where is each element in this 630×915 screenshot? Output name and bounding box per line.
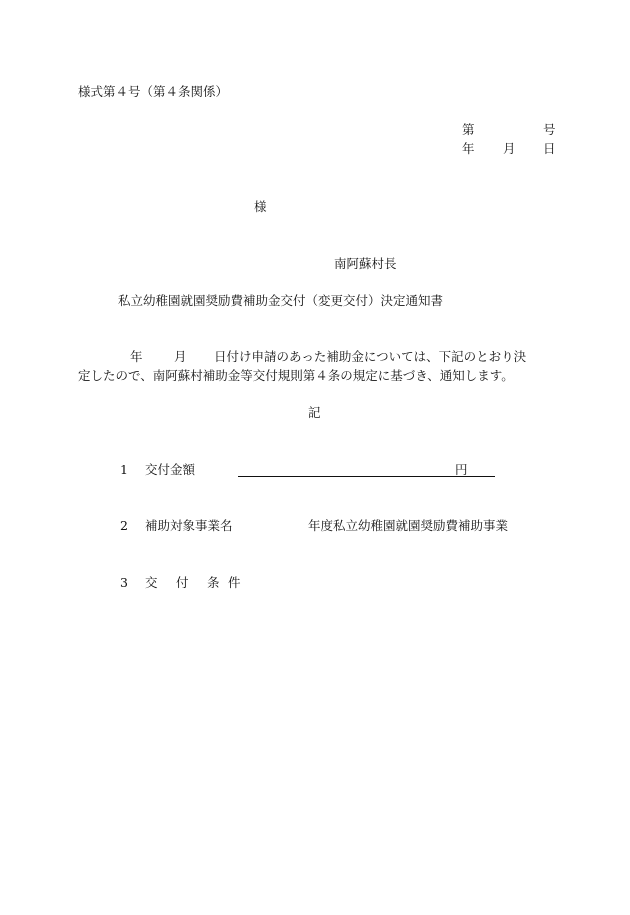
reference-number-prefix: 第 [462, 122, 475, 137]
item-3-number: 3 [120, 575, 128, 590]
item-2-label: 補助対象事業名 [145, 518, 233, 533]
item-3-label-char-2: 付 [176, 575, 189, 590]
reference-year: 年 [462, 141, 475, 156]
item-1-label: 交付金額 [145, 462, 196, 477]
item-3-label-char-4: 件 [228, 575, 241, 590]
item-3-label-char-3: 条 [207, 575, 220, 590]
reference-day: 日 [543, 141, 556, 156]
reference-month: 月 [503, 141, 516, 156]
body-year: 年 [130, 349, 143, 364]
body-month: 月 [174, 349, 187, 364]
issuer-name: 南阿蘇村長 [334, 256, 397, 271]
body-line2-text: 定したので、南阿蘇村補助金等交付規則第４条の規定に基づき、通知します。 [78, 368, 514, 383]
item-1-number: 1 [120, 462, 128, 477]
reference-number-suffix: 号 [543, 122, 556, 137]
item-1-unit: 円 [455, 462, 468, 477]
body-line1-text: 日付け申請のあった補助金については、下記のとおり決 [214, 349, 527, 364]
document-title: 私立幼稚園就園奨励費補助金交付（変更交付）決定通知書 [118, 293, 444, 308]
ki-heading: 記 [308, 405, 321, 420]
addressee-suffix: 様 [254, 199, 267, 214]
item-2-value: 年度私立幼稚園就園奨励費補助事業 [308, 518, 509, 533]
form-label: 様式第４号（第４条関係） [78, 84, 229, 99]
item-2-number: 2 [120, 518, 128, 533]
item-3-label-char-1: 交 [145, 575, 158, 590]
